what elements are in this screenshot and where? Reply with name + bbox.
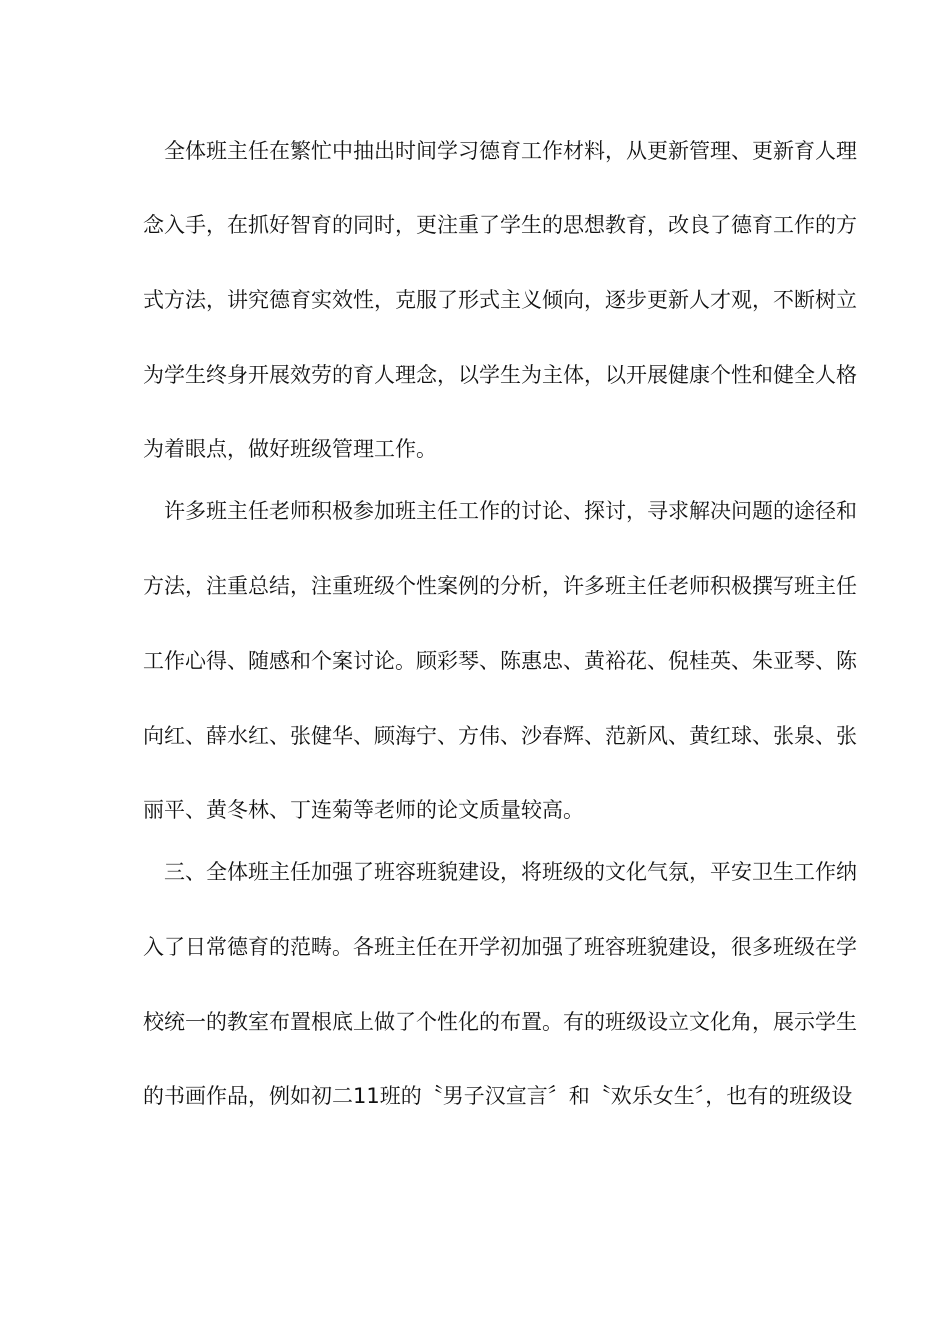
paragraph-1-line-3: 式方法，讲究德育实效性，克服了形式主义倾向，逐步更新人才观，不断树立 [143,288,857,312]
paragraph-2-line-1: 许多班主任老师积极参加班主任工作的讨论、探讨，寻求解决问题的途径和 [164,499,857,523]
paragraph-2-line-3: 工作心得、随感和个案讨论。顾彩琴、陈惠忠、黄裕花、倪桂英、朱亚琴、陈 [143,649,857,673]
paragraph-1-line-4: 为学生终身开展效劳的育人理念，以学生为主体，以开展健康个性和健全人格 [143,363,857,387]
paragraph-3-line-1: 三、全体班主任加强了班容班貌建设，将班级的文化气氛，平安卫生工作纳 [164,860,857,884]
paragraph-3-line-4: 的书画作品，例如初二11班的〝男子汉宣言〞和〝欢乐女生〞，也有的班级设 [143,1084,853,1108]
paragraph-3-line-2: 入了日常德育的范畴。各班主任在开学初加强了班容班貌建设，很多班级在学 [143,935,857,959]
paragraph-2-line-2: 方法，注重总结，注重班级个性案例的分析，许多班主任老师积极撰写班主任 [143,574,857,598]
paragraph-2-line-4: 向红、薛水红、张健华、顾海宁、方伟、沙春辉、范新风、黄红球、张泉、张 [143,724,857,748]
paragraph-1-line-5: 为着眼点，做好班级管理工作。 [143,437,437,461]
paragraph-2-line-5: 丽平、黄冬林、丁连菊等老师的论文质量较高。 [143,798,584,822]
paragraph-1-line-1: 全体班主任在繁忙中抽出时间学习德育工作材料，从更新管理、更新育人理 [164,139,857,163]
paragraph-1-line-2: 念入手，在抓好智育的同时，更注重了学生的思想教育，改良了德育工作的方 [143,213,857,237]
paragraph-3-line-3: 校统一的教室布置根底上做了个性化的布置。有的班级设立文化角，展示学生 [143,1010,857,1034]
